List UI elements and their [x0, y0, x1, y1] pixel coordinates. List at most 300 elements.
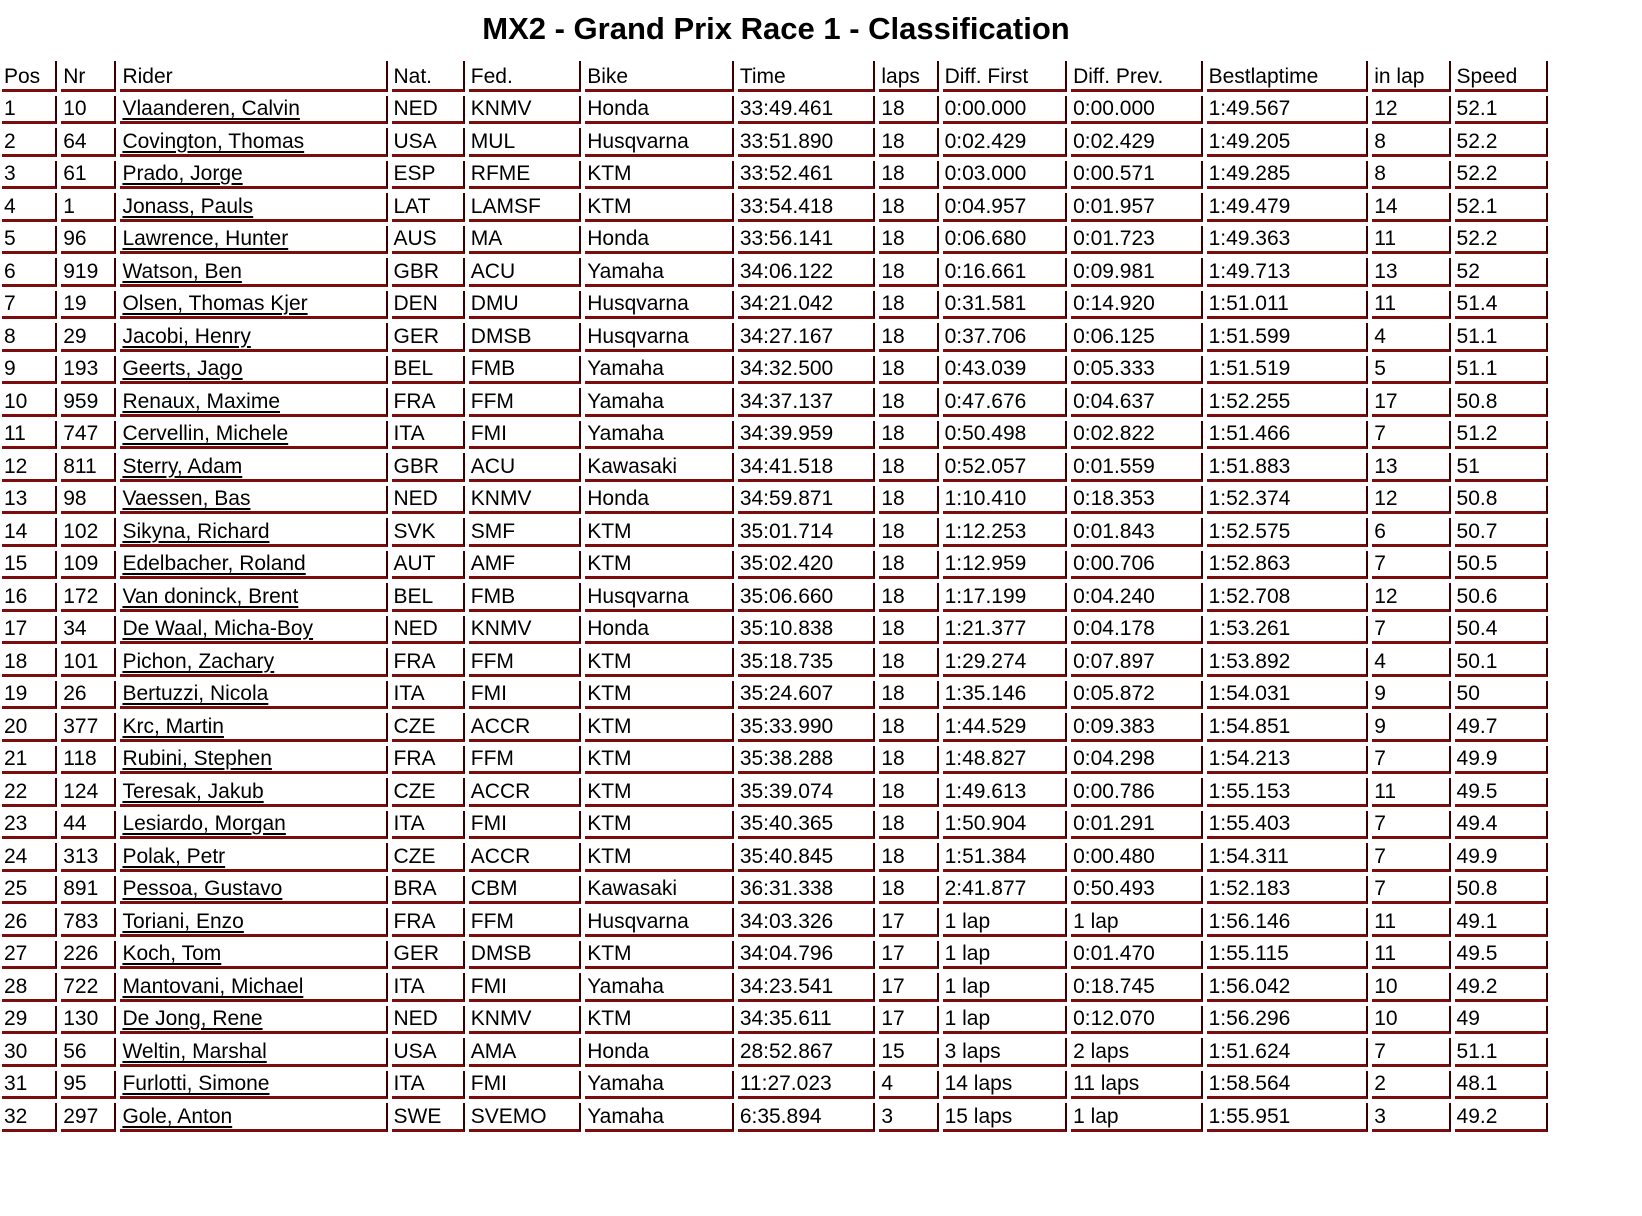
- cell-diff-prev: 0:06.125: [1071, 323, 1203, 352]
- cell-rider: [120, 1103, 387, 1132]
- cell-nr: 10: [61, 96, 116, 125]
- cell-fed: AMF: [469, 551, 581, 580]
- cell-speed: 52.1: [1455, 96, 1548, 125]
- cell-rider: [120, 323, 387, 352]
- cell-nat: FRA: [392, 908, 465, 937]
- cell-nr: 96: [61, 226, 116, 255]
- cell-speed: 50.6: [1455, 583, 1548, 612]
- cell-laps: 15: [879, 1038, 938, 1067]
- cell-bestlaptime: 1:49.567: [1207, 96, 1369, 125]
- cell-diff-prev: 0:04.637: [1071, 388, 1203, 417]
- cell-fed: FFM: [469, 648, 581, 677]
- cell-laps: 18: [879, 193, 938, 222]
- cell-diff-first: 1 lap: [943, 941, 1067, 970]
- cell-nat: FRA: [392, 746, 465, 775]
- cell-bike: KTM: [585, 518, 734, 547]
- cell-time: 35:40.845: [738, 843, 876, 872]
- cell-diff-prev: 0:50.493: [1071, 876, 1203, 905]
- rider-link[interactable]: Furlotti, Simone: [122, 1072, 270, 1095]
- cell-diff-first: 0:06.680: [943, 226, 1067, 255]
- cell-in-lap: 6: [1372, 518, 1450, 547]
- rider-link[interactable]: Renaux, Maxime: [122, 389, 280, 413]
- cell-laps: 18: [879, 551, 938, 580]
- rider-link[interactable]: Jonass, Pauls: [122, 194, 254, 218]
- cell-rider: [120, 1038, 387, 1067]
- cell-bike: KTM: [585, 648, 734, 677]
- cell-bestlaptime: 1:55.153: [1207, 778, 1369, 807]
- cell-nat: GER: [392, 323, 465, 352]
- cell-time: 35:10.838: [738, 616, 876, 645]
- rider-link[interactable]: Olsen, Thomas Kjer: [122, 292, 308, 315]
- rider-link[interactable]: Gole, Anton: [122, 1104, 233, 1128]
- cell-time: 34:59.871: [738, 486, 876, 515]
- table-row: [2, 908, 1548, 937]
- cell-laps: 18: [879, 778, 938, 807]
- cell-rider: [120, 96, 387, 125]
- cell-rider: [120, 258, 387, 287]
- table-row: [2, 323, 1548, 352]
- rider-link[interactable]: Toriani, Enzo: [122, 909, 244, 933]
- cell-speed: 49.5: [1455, 778, 1548, 807]
- cell-bike: KTM: [585, 746, 734, 775]
- cell-laps: 18: [879, 128, 938, 157]
- table-row: [2, 941, 1548, 970]
- cell-diff-first: 2:41.877: [943, 876, 1067, 905]
- cell-bestlaptime: 1:51.624: [1207, 1038, 1369, 1067]
- cell-fed: ACCR: [469, 713, 581, 742]
- cell-bike: Yamaha: [585, 356, 734, 385]
- cell-diff-prev: 0:00.786: [1071, 778, 1203, 807]
- cell-bestlaptime: 1:53.892: [1207, 648, 1369, 677]
- cell-pos: 2: [2, 128, 57, 157]
- cell-fed: KNMV: [469, 486, 581, 515]
- cell-in-lap: 13: [1372, 258, 1450, 287]
- cell-bike: Husqvarna: [585, 323, 734, 352]
- cell-rider: [120, 161, 387, 190]
- cell-diff-prev: 0:14.920: [1071, 291, 1203, 320]
- cell-bike: Husqvarna: [585, 291, 734, 320]
- cell-time: 33:51.890: [738, 128, 876, 157]
- cell-speed: 50: [1455, 681, 1548, 710]
- cell-nat: USA: [392, 128, 465, 157]
- cell-nat: ITA: [392, 811, 465, 840]
- cell-rider: [120, 291, 387, 320]
- cell-diff-prev: 0:05.333: [1071, 356, 1203, 385]
- cell-bike: Kawasaki: [585, 453, 734, 482]
- cell-pos: 19: [2, 681, 57, 710]
- cell-speed: 49.1: [1455, 908, 1548, 937]
- cell-bike: Yamaha: [585, 1103, 734, 1132]
- cell-laps: 18: [879, 876, 938, 905]
- cell-laps: 18: [879, 356, 938, 385]
- cell-laps: 17: [879, 908, 938, 937]
- rider-link[interactable]: Teresak, Jakub: [122, 779, 264, 803]
- cell-laps: 18: [879, 518, 938, 547]
- rider-link[interactable]: Covington, Thomas: [122, 129, 305, 153]
- rider-link[interactable]: Lesiardo, Morgan: [122, 812, 286, 835]
- cell-diff-prev: 2 laps: [1071, 1038, 1203, 1067]
- cell-nat: ITA: [392, 1071, 465, 1100]
- table-row: [2, 648, 1548, 677]
- cell-nr: 109: [61, 551, 116, 580]
- cell-time: 34:37.137: [738, 388, 876, 417]
- cell-bike: KTM: [585, 778, 734, 807]
- cell-in-lap: 7: [1372, 811, 1450, 840]
- column-header-in-lap: in lap: [1372, 61, 1450, 92]
- rider-link[interactable]: Watson, Ben: [122, 259, 242, 283]
- cell-nat: SVK: [392, 518, 465, 547]
- cell-nr: 19: [61, 291, 116, 320]
- cell-pos: 26: [2, 908, 57, 937]
- cell-fed: DMSB: [469, 323, 581, 352]
- cell-in-lap: 4: [1372, 323, 1450, 352]
- rider-link[interactable]: Vaessen, Bas: [122, 487, 251, 510]
- cell-rider: [120, 226, 387, 255]
- cell-diff-first: 1:29.274: [943, 648, 1067, 677]
- cell-nr: 118: [61, 746, 116, 775]
- table-row: [2, 681, 1548, 710]
- cell-speed: 50.8: [1455, 876, 1548, 905]
- rider-link[interactable]: Vlaanderen, Calvin: [122, 97, 300, 120]
- cell-diff-prev: 0:07.897: [1071, 648, 1203, 677]
- table-row: [2, 746, 1548, 775]
- cell-nat: ITA: [392, 681, 465, 710]
- rider-link[interactable]: Polak, Petr: [122, 844, 226, 868]
- table-row: [2, 1071, 1548, 1100]
- cell-bike: Husqvarna: [585, 908, 734, 937]
- cell-in-lap: 17: [1372, 388, 1450, 417]
- cell-pos: 30: [2, 1038, 57, 1067]
- cell-diff-prev: 0:01.470: [1071, 941, 1203, 970]
- cell-diff-prev: 1 lap: [1071, 908, 1203, 937]
- cell-time: 11:27.023: [738, 1071, 876, 1100]
- cell-laps: 18: [879, 746, 938, 775]
- cell-pos: 12: [2, 453, 57, 482]
- cell-nat: BEL: [392, 356, 465, 385]
- cell-pos: 21: [2, 746, 57, 775]
- cell-laps: 18: [879, 681, 938, 710]
- cell-diff-prev: 0:01.843: [1071, 518, 1203, 547]
- cell-fed: ACU: [469, 453, 581, 482]
- cell-diff-first: 0:52.057: [943, 453, 1067, 482]
- cell-fed: ACCR: [469, 778, 581, 807]
- cell-bike: Yamaha: [585, 1071, 734, 1100]
- cell-in-lap: 7: [1372, 876, 1450, 905]
- table-row: [2, 96, 1548, 125]
- column-header-nat: Nat.: [392, 61, 465, 92]
- cell-nat: FRA: [392, 648, 465, 677]
- cell-nat: NED: [392, 96, 465, 125]
- cell-nr: 313: [61, 843, 116, 872]
- cell-diff-prev: 0:00.480: [1071, 843, 1203, 872]
- cell-diff-prev: 0:18.745: [1071, 973, 1203, 1002]
- rider-link[interactable]: Geerts, Jago: [122, 357, 243, 380]
- cell-diff-first: 1:35.146: [943, 681, 1067, 710]
- cell-diff-first: 0:50.498: [943, 421, 1067, 450]
- cell-diff-prev: 1 lap: [1071, 1103, 1203, 1132]
- cell-nat: LAT: [392, 193, 465, 222]
- cell-rider: [120, 941, 387, 970]
- rider-link[interactable]: Pichon, Zachary: [122, 649, 275, 673]
- cell-pos: 11: [2, 421, 57, 450]
- cell-pos: 10: [2, 388, 57, 417]
- cell-nat: ESP: [392, 161, 465, 190]
- cell-time: 34:27.167: [738, 323, 876, 352]
- rider-link[interactable]: Cervellin, Michele: [122, 422, 289, 445]
- cell-speed: 49.2: [1455, 973, 1548, 1002]
- cell-fed: SMF: [469, 518, 581, 547]
- cell-pos: 8: [2, 323, 57, 352]
- cell-laps: 17: [879, 973, 938, 1002]
- rider-link[interactable]: De Jong, Rene: [122, 1007, 263, 1030]
- cell-bestlaptime: 1:51.599: [1207, 323, 1369, 352]
- cell-rider: [120, 583, 387, 612]
- cell-nat: FRA: [392, 388, 465, 417]
- cell-diff-prev: 0:00.000: [1071, 96, 1203, 125]
- rider-link[interactable]: Lawrence, Hunter: [122, 227, 289, 250]
- cell-pos: 17: [2, 616, 57, 645]
- table-row: [2, 453, 1548, 482]
- cell-rider: [120, 778, 387, 807]
- cell-bike: Honda: [585, 226, 734, 255]
- cell-nat: AUT: [392, 551, 465, 580]
- table-row: [2, 1103, 1548, 1132]
- cell-fed: FFM: [469, 908, 581, 937]
- cell-nr: 95: [61, 1071, 116, 1100]
- cell-fed: ACCR: [469, 843, 581, 872]
- cell-fed: RFME: [469, 161, 581, 190]
- cell-pos: 22: [2, 778, 57, 807]
- cell-pos: 13: [2, 486, 57, 515]
- cell-pos: 23: [2, 811, 57, 840]
- rider-link[interactable]: Pessoa, Gustavo: [122, 877, 283, 900]
- cell-nr: 56: [61, 1038, 116, 1067]
- cell-diff-first: 14 laps: [943, 1071, 1067, 1100]
- cell-time: 35:01.714: [738, 518, 876, 547]
- cell-speed: 51: [1455, 453, 1548, 482]
- cell-diff-first: 1:48.827: [943, 746, 1067, 775]
- rider-link[interactable]: Mantovani, Michael: [122, 974, 304, 998]
- cell-laps: 3: [879, 1103, 938, 1132]
- page-title: MX2 - Grand Prix Race 1 - Classification: [482, 11, 1070, 46]
- cell-speed: 52.1: [1455, 193, 1548, 222]
- cell-pos: 6: [2, 258, 57, 287]
- cell-rider: [120, 453, 387, 482]
- rider-link[interactable]: Sterry, Adam: [122, 454, 243, 478]
- cell-laps: 18: [879, 323, 938, 352]
- cell-nat: GBR: [392, 258, 465, 287]
- classification-table: [0, 57, 1552, 1136]
- cell-nat: NED: [392, 616, 465, 645]
- cell-rider: [120, 388, 387, 417]
- rider-link[interactable]: Rubini, Stephen: [122, 747, 272, 770]
- cell-laps: 4: [879, 1071, 938, 1100]
- cell-laps: 18: [879, 388, 938, 417]
- cell-nr: 226: [61, 941, 116, 970]
- cell-diff-prev: 0:18.353: [1071, 486, 1203, 515]
- cell-bike: Honda: [585, 96, 734, 125]
- table-row: [2, 226, 1548, 255]
- cell-bike: Yamaha: [585, 973, 734, 1002]
- cell-bestlaptime: 1:51.883: [1207, 453, 1369, 482]
- cell-time: 33:56.141: [738, 226, 876, 255]
- cell-pos: 3: [2, 161, 57, 190]
- cell-bestlaptime: 1:52.575: [1207, 518, 1369, 547]
- cell-time: 35:02.420: [738, 551, 876, 580]
- cell-in-lap: 5: [1372, 356, 1450, 385]
- rider-link[interactable]: Van doninck, Brent: [122, 584, 299, 608]
- cell-bike: KTM: [585, 843, 734, 872]
- cell-nr: 377: [61, 713, 116, 742]
- cell-fed: FMI: [469, 681, 581, 710]
- column-header-bike: Bike: [585, 61, 734, 92]
- cell-diff-first: 3 laps: [943, 1038, 1067, 1067]
- cell-in-lap: 12: [1372, 486, 1450, 515]
- cell-speed: 49.4: [1455, 811, 1548, 840]
- cell-nr: 297: [61, 1103, 116, 1132]
- cell-bike: Honda: [585, 616, 734, 645]
- cell-bestlaptime: 1:54.213: [1207, 746, 1369, 775]
- cell-nat: DEN: [392, 291, 465, 320]
- cell-fed: FMI: [469, 811, 581, 840]
- cell-in-lap: 11: [1372, 941, 1450, 970]
- cell-fed: ACU: [469, 258, 581, 287]
- cell-diff-first: 0:43.039: [943, 356, 1067, 385]
- cell-bestlaptime: 1:52.374: [1207, 486, 1369, 515]
- cell-pos: 5: [2, 226, 57, 255]
- cell-bestlaptime: 1:52.708: [1207, 583, 1369, 612]
- cell-nr: 747: [61, 421, 116, 450]
- cell-rider: [120, 128, 387, 157]
- cell-bestlaptime: 1:56.296: [1207, 1006, 1369, 1035]
- cell-fed: FMB: [469, 356, 581, 385]
- cell-speed: 49.9: [1455, 746, 1548, 775]
- cell-diff-prev: 0:01.957: [1071, 193, 1203, 222]
- table-row: [2, 518, 1548, 547]
- column-header-pos: Pos: [2, 61, 57, 92]
- cell-nat: NED: [392, 486, 465, 515]
- cell-speed: 52.2: [1455, 226, 1548, 255]
- cell-in-lap: 9: [1372, 713, 1450, 742]
- rider-link[interactable]: Bertuzzi, Nicola: [122, 682, 269, 705]
- cell-speed: 52: [1455, 258, 1548, 287]
- cell-diff-first: 0:03.000: [943, 161, 1067, 190]
- cell-fed: KNMV: [469, 96, 581, 125]
- table-row: [2, 486, 1548, 515]
- cell-bike: Yamaha: [585, 421, 734, 450]
- cell-speed: 50.8: [1455, 388, 1548, 417]
- cell-nr: 783: [61, 908, 116, 937]
- column-header-bestlaptime: Bestlaptime: [1207, 61, 1369, 92]
- rider-link[interactable]: Koch, Tom: [122, 942, 222, 965]
- rider-link[interactable]: De Waal, Micha-Boy: [122, 617, 314, 640]
- cell-bike: KTM: [585, 551, 734, 580]
- cell-rider: [120, 648, 387, 677]
- cell-laps: 18: [879, 713, 938, 742]
- cell-bestlaptime: 1:55.951: [1207, 1103, 1369, 1132]
- cell-diff-first: 1 lap: [943, 973, 1067, 1002]
- cell-rider: [120, 518, 387, 547]
- cell-laps: 18: [879, 226, 938, 255]
- cell-laps: 18: [879, 616, 938, 645]
- cell-fed: CBM: [469, 876, 581, 905]
- cell-laps: 18: [879, 648, 938, 677]
- cell-speed: 50.5: [1455, 551, 1548, 580]
- cell-nr: 64: [61, 128, 116, 157]
- cell-in-lap: 11: [1372, 291, 1450, 320]
- table-header-row: [2, 61, 1548, 92]
- cell-pos: 1: [2, 96, 57, 125]
- cell-in-lap: 10: [1372, 1006, 1450, 1035]
- cell-speed: 50.8: [1455, 486, 1548, 515]
- cell-nat: AUS: [392, 226, 465, 255]
- cell-diff-prev: 0:02.822: [1071, 421, 1203, 450]
- table-row: [2, 1006, 1548, 1035]
- cell-nr: 172: [61, 583, 116, 612]
- cell-diff-prev: 0:02.429: [1071, 128, 1203, 157]
- table-row: [2, 388, 1548, 417]
- rider-link[interactable]: Prado, Jorge: [122, 162, 243, 185]
- cell-speed: 51.1: [1455, 1038, 1548, 1067]
- cell-nat: BEL: [392, 583, 465, 612]
- rider-link[interactable]: Krc, Martin: [122, 714, 224, 738]
- cell-bestlaptime: 1:54.311: [1207, 843, 1369, 872]
- cell-in-lap: 2: [1372, 1071, 1450, 1100]
- cell-in-lap: 7: [1372, 551, 1450, 580]
- cell-time: 35:33.990: [738, 713, 876, 742]
- cell-diff-prev: 0:04.178: [1071, 616, 1203, 645]
- cell-time: 34:03.326: [738, 908, 876, 937]
- cell-speed: 51.4: [1455, 291, 1548, 320]
- cell-nat: CZE: [392, 778, 465, 807]
- rider-link[interactable]: Sikyna, Richard: [122, 519, 270, 543]
- cell-diff-first: 0:37.706: [943, 323, 1067, 352]
- table-row: [2, 356, 1548, 385]
- cell-laps: 18: [879, 453, 938, 482]
- cell-nr: 61: [61, 161, 116, 190]
- cell-nat: ITA: [392, 421, 465, 450]
- cell-nat: GBR: [392, 453, 465, 482]
- cell-diff-prev: 0:00.706: [1071, 551, 1203, 580]
- table-row: [2, 1038, 1548, 1067]
- cell-fed: MA: [469, 226, 581, 255]
- cell-in-lap: 9: [1372, 681, 1450, 710]
- cell-diff-prev: 0:05.872: [1071, 681, 1203, 710]
- cell-diff-first: 1:10.410: [943, 486, 1067, 515]
- cell-nat: CZE: [392, 713, 465, 742]
- cell-nat: USA: [392, 1038, 465, 1067]
- cell-rider: [120, 908, 387, 937]
- cell-in-lap: 7: [1372, 1038, 1450, 1067]
- cell-diff-first: 1:12.959: [943, 551, 1067, 580]
- cell-diff-first: 1 lap: [943, 908, 1067, 937]
- cell-bestlaptime: 1:49.363: [1207, 226, 1369, 255]
- cell-speed: 49.2: [1455, 1103, 1548, 1132]
- cell-nr: 193: [61, 356, 116, 385]
- rider-link[interactable]: Weltin, Marshal: [122, 1039, 267, 1063]
- cell-bike: KTM: [585, 713, 734, 742]
- cell-rider: [120, 681, 387, 710]
- cell-nr: 959: [61, 388, 116, 417]
- cell-bestlaptime: 1:56.146: [1207, 908, 1369, 937]
- cell-in-lap: 7: [1372, 421, 1450, 450]
- table-row: [2, 583, 1548, 612]
- cell-bestlaptime: 1:49.205: [1207, 128, 1369, 157]
- cell-pos: 31: [2, 1071, 57, 1100]
- rider-link[interactable]: Edelbacher, Roland: [122, 552, 306, 575]
- cell-rider: [120, 713, 387, 742]
- rider-link[interactable]: Jacobi, Henry: [122, 324, 251, 348]
